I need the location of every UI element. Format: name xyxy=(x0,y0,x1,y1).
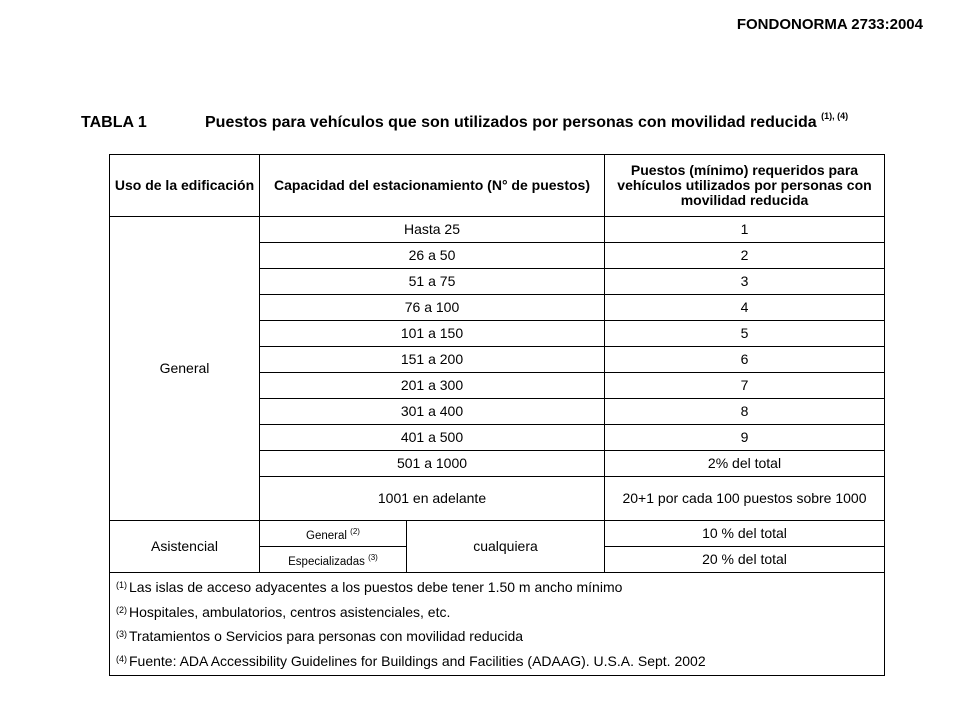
puestos-cell: 2 xyxy=(605,243,885,269)
footnote xyxy=(116,575,878,600)
capacidad-cell: 201 a 300 xyxy=(260,373,605,399)
table-caption-text: Puestos para vehículos que son utilizados por personas con movilidad reducida xyxy=(205,114,817,131)
table-number: TABLA 1 xyxy=(81,114,147,131)
footnote-text: Hospitales, ambulatorios, centros asistenciales, etc. xyxy=(129,603,451,620)
notes-row xyxy=(110,573,885,676)
sub-uso-ref: (2) xyxy=(350,526,360,536)
capacidad-cell: 76 a 100 xyxy=(260,295,605,321)
footnote xyxy=(116,600,878,625)
sub-uso-label: General xyxy=(306,529,347,542)
header-capacidad: Capacidad del estacionamiento (N° de puestos) xyxy=(260,155,605,217)
footnote-ref: (1) xyxy=(116,580,127,590)
footnote-ref: (4) xyxy=(116,653,127,664)
header-row xyxy=(110,155,885,217)
uso-asistencial: Asistencial xyxy=(110,521,260,573)
table-caption-refs: (1), (4) xyxy=(821,111,849,121)
capacidad-cell: 26 a 50 xyxy=(260,243,605,269)
uso-general: General xyxy=(110,217,260,521)
footnote xyxy=(116,624,878,649)
header-uso: Uso de la edificación xyxy=(110,155,260,217)
puestos-cell: 20+1 por cada 100 puestos sobre 1000 xyxy=(605,477,885,521)
table-caption xyxy=(205,111,849,132)
footnote xyxy=(116,649,878,674)
capacidad-cell: 401 a 500 xyxy=(260,425,605,451)
puestos-cell: 7 xyxy=(605,373,885,399)
capacidad-cualquiera: cualquiera xyxy=(407,521,605,573)
table-row xyxy=(110,217,885,243)
footnote-text: Tratamientos o Servicios para personas con movilidad reducida xyxy=(129,628,524,644)
parking-table xyxy=(109,154,885,676)
footnote-text: Fuente: ADA Accessibility Guidelines for Buildings and Facilities (ADAAG). U.S.A. Sept. 2002 xyxy=(129,652,706,669)
document-code: FONDONORMA 2733:2004 xyxy=(736,16,923,33)
table-row xyxy=(110,521,885,547)
capacidad-cell: 301 a 400 xyxy=(260,399,605,425)
notes-cell xyxy=(110,573,885,676)
capacidad-cell: 101 a 150 xyxy=(260,321,605,347)
puestos-cell: 2% del total xyxy=(605,451,885,477)
footnote-text: Las islas de acceso adyacentes a los puestos debe tener 1.50 m ancho mínimo xyxy=(129,579,623,595)
puestos-cell: 9 xyxy=(605,425,885,451)
puestos-cell: 5 xyxy=(605,321,885,347)
capacidad-cell: Hasta 25 xyxy=(260,217,605,243)
puestos-cell: 1 xyxy=(605,217,885,243)
sub-uso-cell xyxy=(260,547,407,573)
sub-uso-label: Especializadas xyxy=(288,555,365,568)
capacidad-cell: 51 a 75 xyxy=(260,269,605,295)
puestos-cell: 8 xyxy=(605,399,885,425)
capacidad-cell: 151 a 200 xyxy=(260,347,605,373)
header-puestos: Puestos (mínimo) requeridos para vehículos utilizados por personas con movilidad reducida xyxy=(605,155,885,217)
capacidad-cell: 501 a 1000 xyxy=(260,451,605,477)
sub-uso-cell xyxy=(260,521,407,547)
puestos-cell: 20 % del total xyxy=(605,547,885,573)
footnote-ref: (2) xyxy=(116,604,127,615)
capacidad-cell: 1001 en adelante xyxy=(260,477,605,521)
puestos-cell: 10 % del total xyxy=(605,521,885,547)
puestos-cell: 4 xyxy=(605,295,885,321)
puestos-cell: 3 xyxy=(605,269,885,295)
footnote-ref: (3) xyxy=(116,629,127,639)
sub-uso-ref: (3) xyxy=(368,552,378,562)
puestos-cell: 6 xyxy=(605,347,885,373)
